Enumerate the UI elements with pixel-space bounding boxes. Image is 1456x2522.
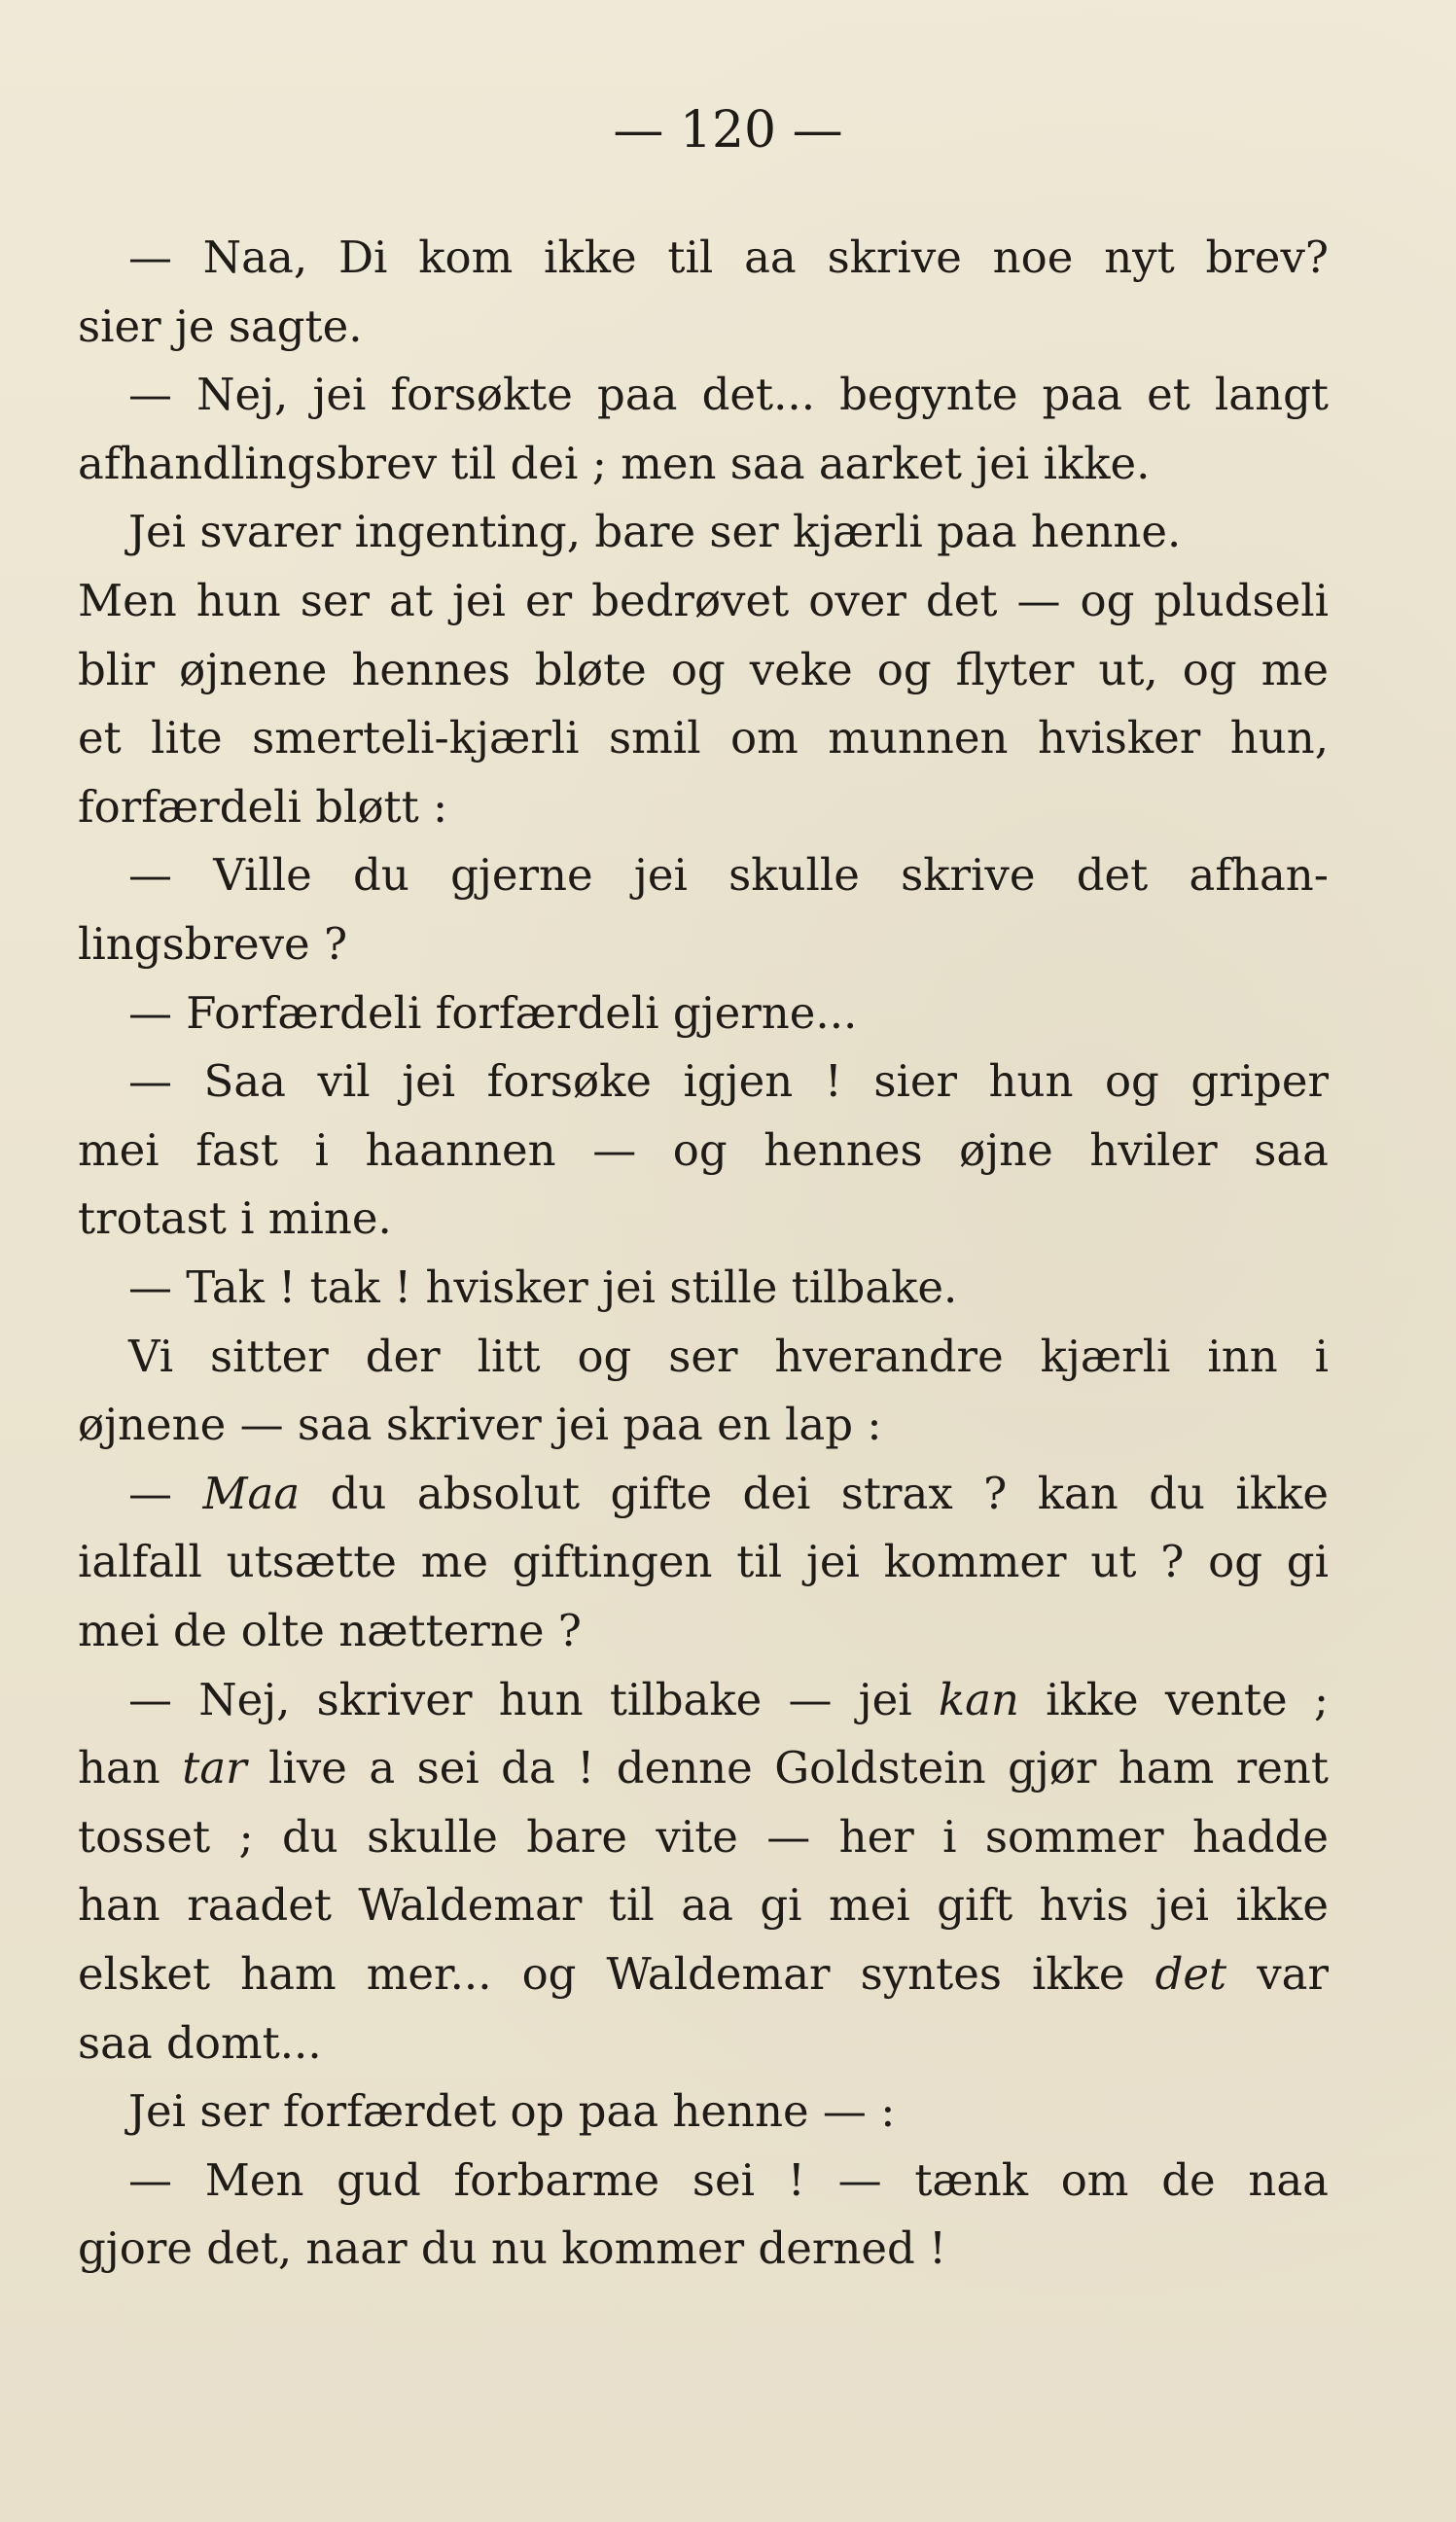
line-text: mei fast i haannen — og hennes øjne hviler saa: [78, 1123, 1329, 1176]
line-text: saa domt...: [78, 2016, 322, 2069]
line-text: gjore det, naar du nu kommer derned !: [78, 2222, 947, 2275]
emphasized-text: det: [1154, 1948, 1227, 2000]
line-text: ialfall utsætte me giftingen til jei kommer ut ? og gi: [78, 1536, 1329, 1588]
text-line: [78, 910, 347, 978]
text-line: [78, 1940, 1329, 2008]
emphasized-text: tar: [182, 1742, 247, 1794]
text-line: [128, 498, 1181, 566]
text-line: [128, 841, 1329, 909]
line-text: lingsbreve ?: [78, 918, 348, 970]
text-line: [78, 704, 1329, 772]
text-line: [128, 1666, 1329, 1734]
text-line: [128, 1254, 957, 1322]
line-text: ikke vente ;: [1018, 1673, 1329, 1725]
line-text: — Naa, Di kom ikke til aa skrive noe nyt brev?: [128, 231, 1329, 283]
text-line: [78, 430, 1150, 498]
text-line: [128, 1460, 1329, 1528]
text-line: [78, 2009, 322, 2078]
text-line: [128, 224, 1329, 292]
text-line: [78, 1734, 1329, 1802]
line-text: afhandlingsbrev til dei ; men saa aarket jei ikke.: [78, 437, 1151, 489]
line-text: du absolut gifte dei strax ? kan du ikke: [300, 1467, 1329, 1519]
text-line: [78, 1391, 882, 1459]
text-line: [78, 1185, 392, 1253]
line-text: Men hun ser at jei er bedrøvet over det — og pludseli: [78, 575, 1329, 626]
page-number: — 120 —: [613, 101, 843, 160]
text-line: [78, 773, 447, 841]
line-text: blir øjnene hennes bløte og veke og flyter ut, og me: [78, 643, 1329, 695]
text-line: [78, 1117, 1329, 1185]
line-text: Jei svarer ingenting, bare ser kjærli paa henne.: [128, 506, 1182, 558]
line-text: —: [128, 1467, 203, 1519]
line-text: øjnene — saa skriver jei paa en lap :: [78, 1399, 882, 1451]
text-line: [78, 567, 1329, 635]
emphasized-text: kan: [938, 1673, 1019, 1725]
text-line: [78, 293, 363, 361]
line-text: — Nej, jei forsøkte paa det... begynte paa et langt: [128, 369, 1329, 421]
text-line: [128, 2078, 895, 2146]
text-line: [78, 2215, 946, 2283]
line-text: — Men gud forbarme sei ! — tænk om de naa: [128, 2153, 1329, 2206]
emphasized-text: Maa: [202, 1467, 301, 1519]
text-line: [78, 1528, 1329, 1596]
line-text: Jei ser forfærdet op paa henne — :: [128, 2085, 896, 2138]
line-text: — Saa vil jei forsøke igjen ! sier hun og griper: [128, 1055, 1329, 1108]
text-line: [128, 361, 1329, 429]
line-text: live a sei da ! denne Goldstein gjør ham rent: [246, 1742, 1329, 1794]
line-text: sier je sagte.: [78, 300, 363, 352]
text-line: [78, 1597, 582, 1665]
text-line: [128, 2147, 1329, 2215]
text-line: [78, 1871, 1329, 1939]
line-text: et lite smerteli-kjærli smil om munnen hvisker hun,: [78, 712, 1329, 764]
line-text: var: [1226, 1948, 1329, 2000]
line-text: Vi sitter der litt og ser hverandre kjærli inn i: [128, 1330, 1329, 1382]
line-text: han: [78, 1742, 183, 1794]
line-text: — Nej, skriver hun tilbake — jei: [128, 1673, 939, 1725]
line-text: han raadet Waldemar til aa gi mei gift hvis jei ikke: [78, 1879, 1329, 1932]
text-line: [78, 636, 1329, 704]
line-text: trotast i mine.: [78, 1192, 392, 1245]
text-line: [128, 979, 857, 1048]
text-line: [128, 1323, 1329, 1391]
line-text: — Tak ! tak ! hvisker jei stille tilbake.: [128, 1261, 958, 1313]
text-line: [78, 1803, 1329, 1871]
text-line: [128, 1048, 1329, 1116]
line-text: elsket ham mer... og Waldemar syntes ikke: [78, 1948, 1155, 2000]
line-text: — Ville du gjerne jei skulle skrive det afhan-: [128, 849, 1329, 902]
line-text: tosset ; du skulle bare vite — her i sommer hadde: [78, 1810, 1329, 1863]
line-text: forfærdeli bløtt :: [78, 780, 448, 833]
line-text: mei de olte nætterne ?: [78, 1605, 582, 1656]
line-text: — Forfærdeli forfærdeli gjerne...: [128, 986, 858, 1039]
